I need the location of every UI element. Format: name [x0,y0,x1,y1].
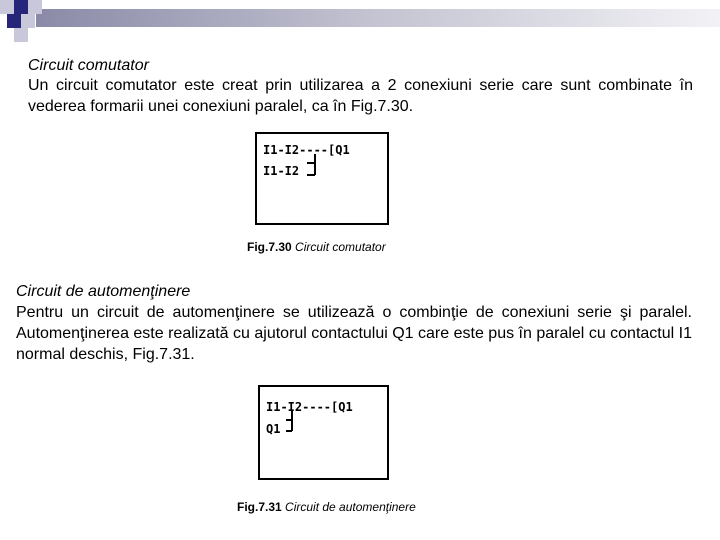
parallel-branch-connector [286,411,292,431]
section-paragraph-circuit-automentinere: Pentru un circuit de automenţinere se utilizează o combinţie de conexiuni serie şi paralel. Automenţinerea este realizată cu ajutorul contactului Q1 care este pus în paralel cu contactul I1 normal deschis, Fig.7.31. [16,304,692,363]
caption-number: Fig.7.31 [237,500,282,514]
deco-square [28,0,42,14]
parallel-branch-connector [307,154,315,175]
deco-square [21,14,35,28]
deco-square [14,28,28,42]
header-gradient-bar [36,9,720,27]
section-heading-circuit-automentinere: Circuit de automenţinere [16,283,191,300]
deco-square [14,0,28,14]
caption-number: Fig.7.30 [247,240,292,254]
lcd-diagram-fig-7-31 [258,385,389,480]
deco-square [7,14,21,28]
figure-caption-7-30 [247,240,386,255]
section-heading-circuit-comutator: Circuit comutator [28,57,149,74]
decorative-header-pattern [0,0,720,48]
lcd-row-1: I1-I2----[Q1 [263,143,350,157]
lcd-diagram-fig-7-30 [255,132,389,225]
lcd-row-1: I1-I2----[Q1 [266,400,353,414]
lcd-row-2: I1-I2 [263,164,300,178]
deco-square [0,0,14,14]
section-paragraph-circuit-comutator: Un circuit comutator este creat prin utilizarea a 2 conexiuni serie care sunt combinate în vederea formarii unei conexiuni paralel, ca în Fig.7.30. [28,77,693,115]
figure-caption-7-31 [237,500,416,515]
lcd-row-2: Q1 [266,422,281,436]
caption-text: Circuit comutator [295,240,386,254]
caption-text: Circuit de automenţinere [285,500,416,514]
